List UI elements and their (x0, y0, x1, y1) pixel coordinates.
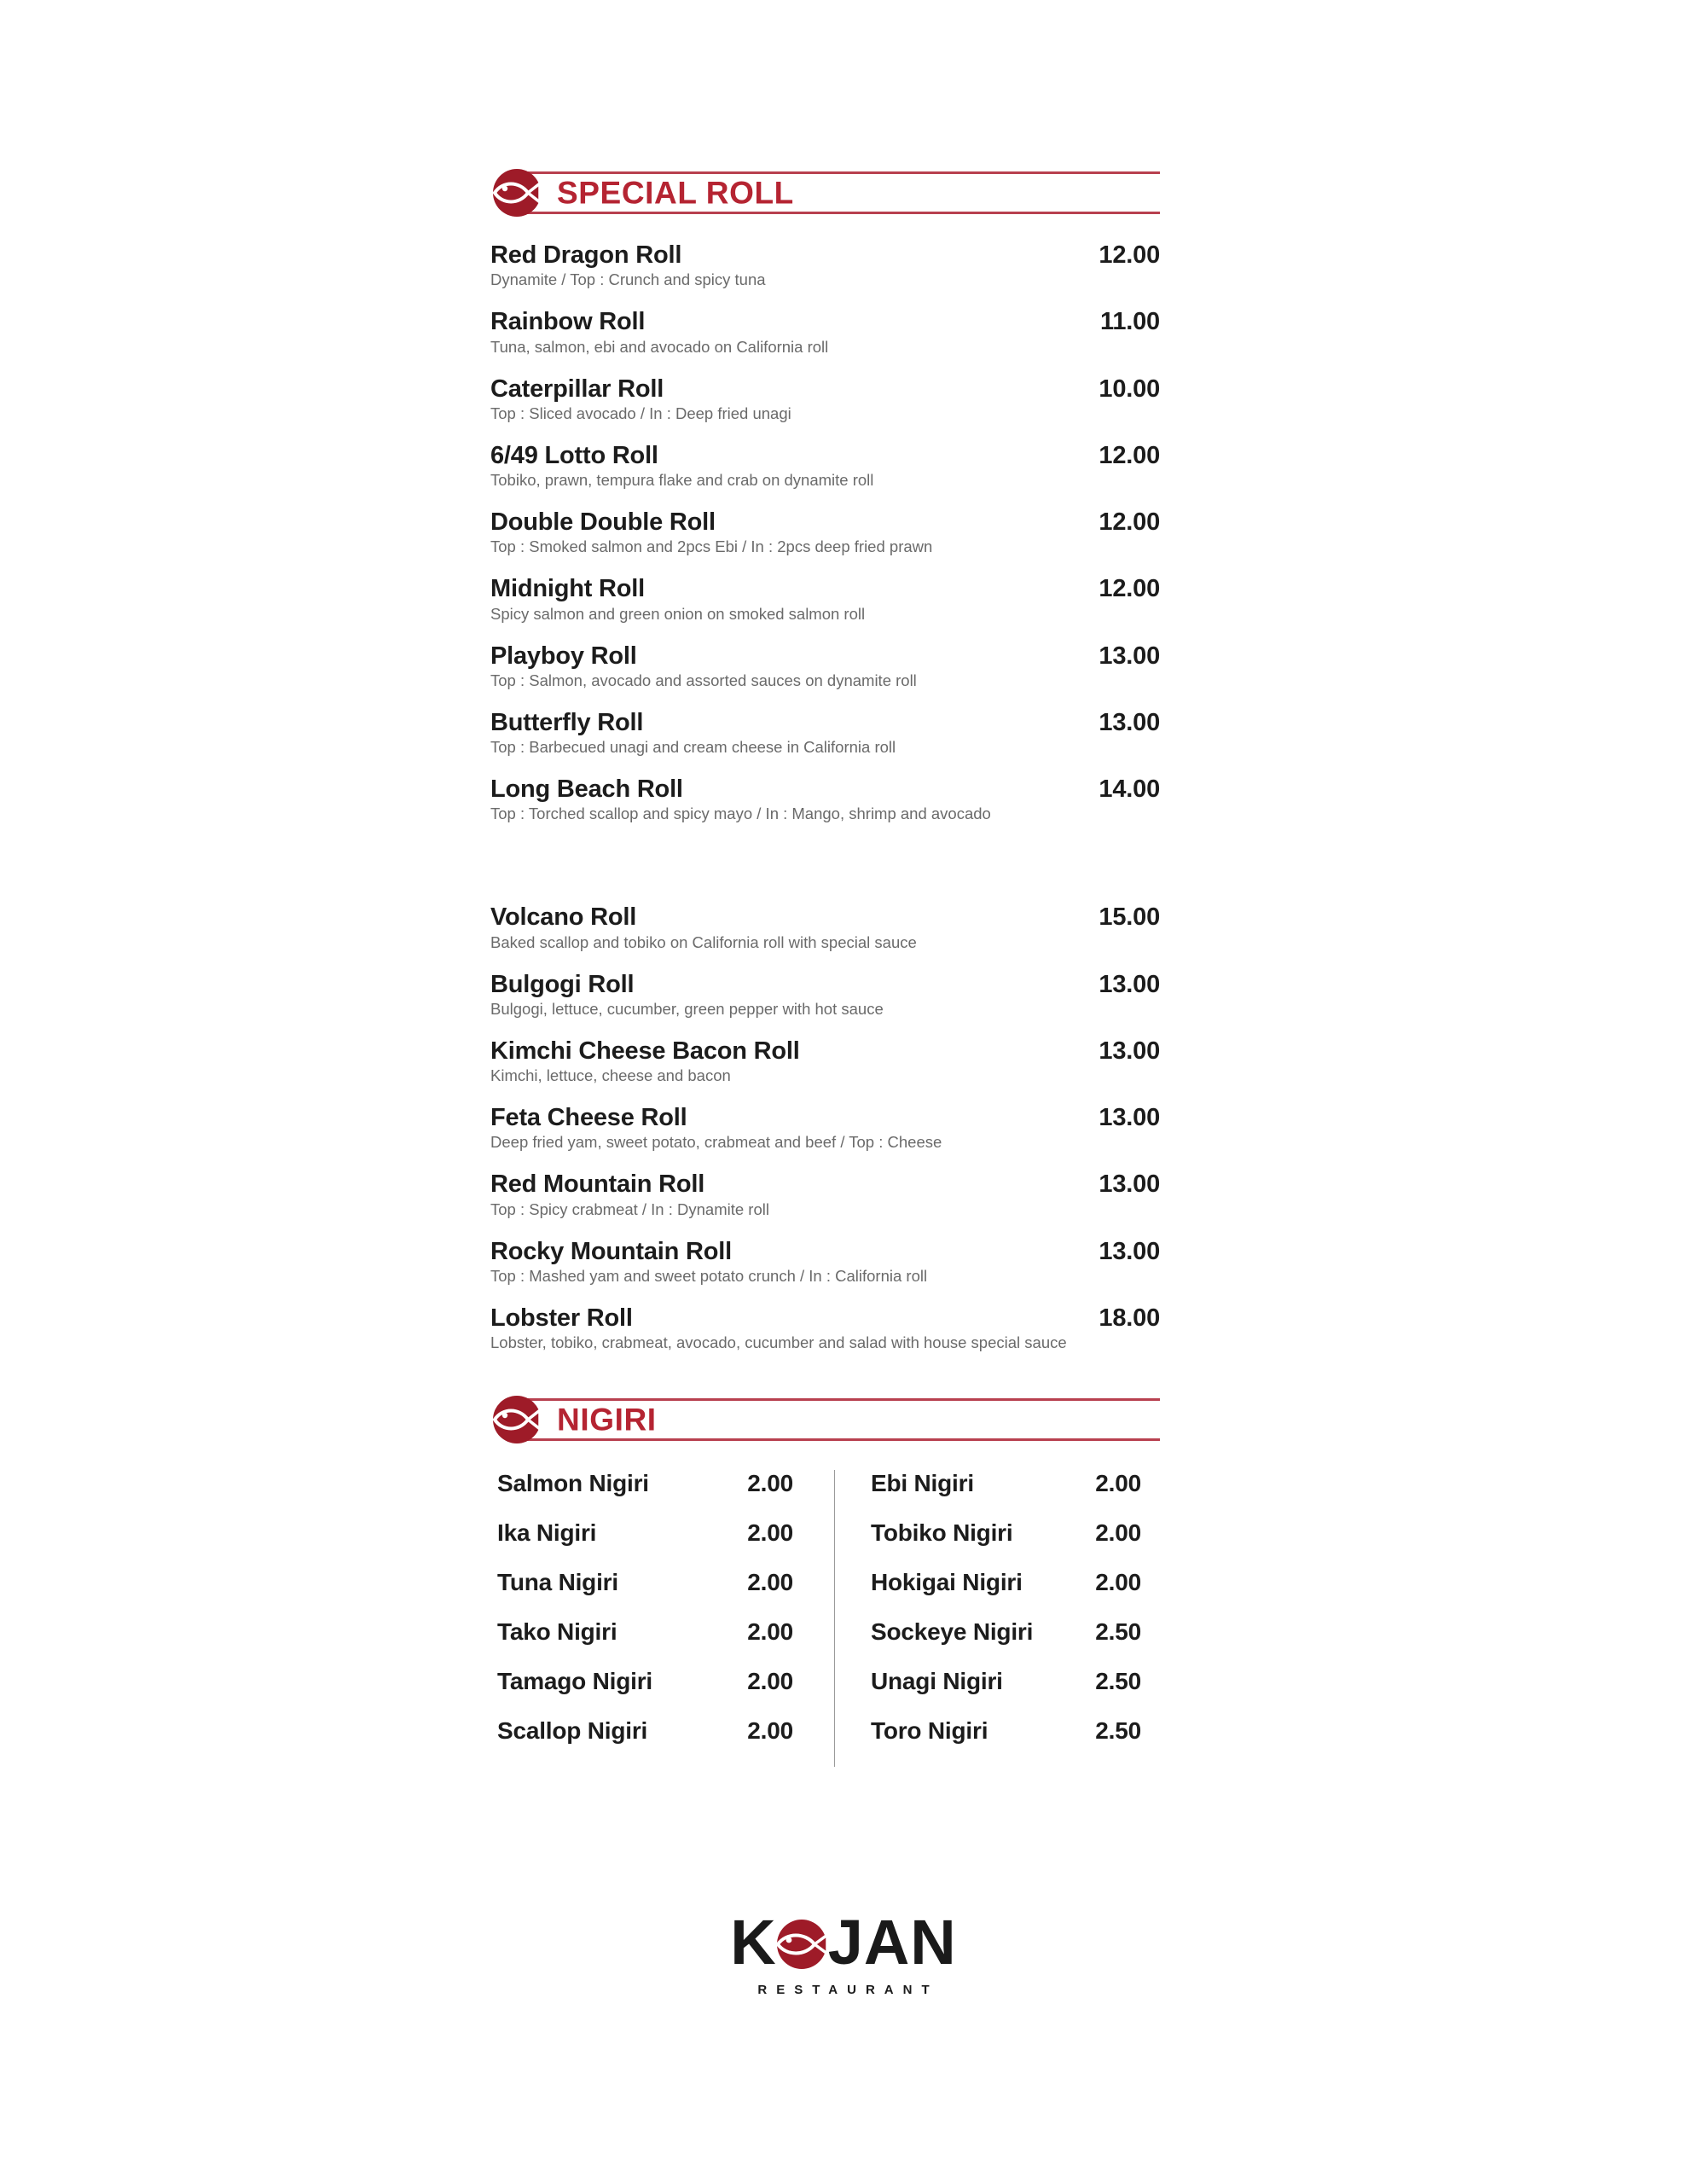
nigiri-item-price: 2.50 (1095, 1717, 1141, 1744)
nigiri-item-price: 2.00 (1095, 1519, 1141, 1546)
nigiri-item-price: 2.50 (1095, 1668, 1141, 1694)
nigiri-item[interactable] (497, 1470, 834, 1519)
menu-item-head (490, 442, 1160, 469)
menu-item-name: Red Dragon Roll (490, 241, 682, 269)
menu-item[interactable] (490, 1037, 1160, 1087)
nigiri-item-name: Ika Nigiri (497, 1519, 597, 1546)
brand-name-part2: JAN (827, 1907, 957, 1978)
special-roll-list-group-1 (490, 241, 1160, 825)
fish-circle-logo-icon (770, 1910, 833, 1973)
menu-item-description: Top : Barbecued unagi and cream cheese in California roll (490, 738, 896, 757)
menu-item-price: 13.00 (1099, 1037, 1160, 1065)
menu-item[interactable] (490, 709, 1160, 758)
menu-item[interactable] (490, 642, 1160, 692)
section-title: SPECIAL ROLL (552, 176, 806, 211)
menu-item-head (490, 1170, 1160, 1198)
nigiri-item[interactable] (835, 1569, 1167, 1618)
nigiri-item[interactable] (835, 1717, 1167, 1767)
rule-top (525, 1398, 1160, 1401)
brand-name-part1: K (730, 1907, 777, 1978)
section-title: NIGIRI (552, 1403, 669, 1438)
menu-item-description: Top : Salmon, avocado and assorted sauces on dynamite roll (490, 671, 917, 689)
menu-item-name: Bulgogi Roll (490, 970, 635, 998)
special-roll-list-group-2 (490, 903, 1160, 1354)
menu-item-head (490, 971, 1160, 998)
menu-item-price: 13.00 (1099, 970, 1160, 998)
nigiri-item-name: Scallop Nigiri (497, 1717, 648, 1744)
menu-item-description: Top : Sliced avocado / In : Deep fried unagi (490, 404, 791, 422)
nigiri-item-name: Tamago Nigiri (497, 1668, 653, 1694)
menu-item-price: 12.00 (1099, 575, 1160, 603)
menu-item[interactable] (490, 1304, 1160, 1354)
menu-item-description: Top : Smoked salmon and 2pcs Ebi / In : 2pcs deep fried prawn (490, 537, 933, 556)
nigiri-item[interactable] (497, 1668, 834, 1717)
menu-item-description: Bulgogi, lettuce, cucumber, green pepper with hot sauce (490, 999, 884, 1018)
menu-item-description: Spicy salmon and green onion on smoked salmon roll (490, 604, 866, 623)
menu-item-name: 6/49 Lotto Roll (490, 441, 658, 469)
menu-item-head (490, 1037, 1160, 1065)
menu-item-price: 13.00 (1099, 708, 1160, 736)
menu-item-head (490, 709, 1160, 736)
menu-item-name: Rainbow Roll (490, 308, 646, 336)
menu-item-name: Volcano Roll (490, 903, 637, 932)
menu-item-name: Red Mountain Roll (490, 1170, 705, 1199)
menu-item[interactable] (490, 308, 1160, 357)
nigiri-item-name: Tuna Nigiri (497, 1569, 618, 1595)
nigiri-item-name: Tobiko Nigiri (871, 1519, 1013, 1546)
section-header-special-roll (490, 166, 1160, 219)
menu-item-price: 18.00 (1099, 1304, 1160, 1332)
menu-item-description: Tobiko, prawn, tempura flake and crab on dynamite roll (490, 471, 874, 490)
menu-item-head (490, 575, 1160, 602)
fish-circle-logo-icon (490, 166, 543, 219)
nigiri-item[interactable] (835, 1519, 1167, 1569)
nigiri-item[interactable] (497, 1519, 834, 1569)
menu-item[interactable] (490, 375, 1160, 425)
nigiri-item-name: Salmon Nigiri (497, 1470, 649, 1496)
menu-item-head (490, 1104, 1160, 1131)
menu-item-name: Lobster Roll (490, 1304, 633, 1332)
menu-item-head (490, 1304, 1160, 1332)
menu-item[interactable] (490, 1104, 1160, 1153)
nigiri-item-price: 2.00 (747, 1470, 793, 1496)
menu-item[interactable] (490, 775, 1160, 825)
menu-item-name: Playboy Roll (490, 642, 637, 670)
brand-footer (0, 1907, 1687, 1997)
menu-item-head (490, 642, 1160, 670)
menu-content (490, 166, 1160, 1767)
menu-item-price: 11.00 (1100, 308, 1160, 336)
menu-item-price: 12.00 (1099, 441, 1160, 469)
menu-item[interactable] (490, 508, 1160, 558)
brand-wordmark (730, 1907, 957, 1978)
menu-item-name: Kimchi Cheese Bacon Roll (490, 1037, 800, 1065)
menu-item[interactable] (490, 1170, 1160, 1220)
section-header-nigiri (490, 1393, 1160, 1446)
menu-item-price: 12.00 (1099, 508, 1160, 536)
menu-item-name: Double Double Roll (490, 508, 716, 536)
menu-item-description: Kimchi, lettuce, cheese and bacon (490, 1066, 731, 1085)
nigiri-item-price: 2.50 (1095, 1618, 1141, 1645)
brand-subtitle: RESTAURANT (757, 1983, 939, 1997)
menu-item-name: Long Beach Roll (490, 775, 683, 803)
nigiri-section (490, 1470, 1160, 1767)
menu-item-name: Butterfly Roll (490, 708, 644, 736)
nigiri-item-price: 2.00 (747, 1618, 793, 1645)
nigiri-item[interactable] (497, 1618, 834, 1668)
menu-item[interactable] (490, 1238, 1160, 1287)
menu-item-name: Midnight Roll (490, 575, 646, 603)
menu-item-head (490, 375, 1160, 403)
menu-item-name: Feta Cheese Roll (490, 1104, 687, 1131)
menu-item-description: Deep fried yam, sweet potato, crabmeat and beef / Top : Cheese (490, 1133, 942, 1152)
menu-item-price: 13.00 (1099, 1237, 1160, 1265)
menu-item-head (490, 903, 1160, 931)
menu-item-description: Tuna, salmon, ebi and avocado on California roll (490, 337, 829, 356)
nigiri-item-name: Hokigai Nigiri (871, 1569, 1023, 1595)
nigiri-grid (497, 1470, 1160, 1767)
menu-item-description: Top : Torched scallop and spicy mayo / In : Mango, shrimp and avocado (490, 804, 991, 823)
fish-circle-logo-icon (490, 1393, 543, 1446)
menu-item-description: Lobster, tobiko, crabmeat, avocado, cucumber and salad with house special sauce (490, 1333, 1067, 1352)
menu-item-description: Baked scallop and tobiko on California roll with special sauce (490, 932, 917, 951)
menu-item-description: Dynamite / Top : Crunch and spicy tuna (490, 270, 766, 289)
nigiri-item-price: 2.00 (747, 1519, 793, 1546)
nigiri-item[interactable] (835, 1470, 1167, 1519)
menu-item[interactable] (490, 241, 1160, 291)
menu-item[interactable] (490, 903, 1160, 953)
menu-item[interactable] (490, 575, 1160, 624)
menu-item-price: 15.00 (1099, 903, 1160, 932)
menu-item-description: Top : Spicy crabmeat / In : Dynamite roll (490, 1199, 769, 1218)
menu-item-head (490, 508, 1160, 536)
menu-item[interactable] (490, 971, 1160, 1020)
nigiri-item-name: Toro Nigiri (871, 1717, 988, 1744)
menu-item-price: 10.00 (1099, 375, 1160, 403)
nigiri-item[interactable] (835, 1668, 1167, 1717)
nigiri-item-price: 2.00 (747, 1569, 793, 1595)
nigiri-item-price: 2.00 (1095, 1569, 1141, 1595)
menu-item-head (490, 241, 1160, 269)
menu-item-description: Top : Mashed yam and sweet potato crunch / In : California roll (490, 1266, 928, 1285)
nigiri-item[interactable] (497, 1569, 834, 1618)
menu-item-price: 13.00 (1099, 642, 1160, 670)
nigiri-item[interactable] (835, 1618, 1167, 1668)
nigiri-item-name: Sockeye Nigiri (871, 1618, 1034, 1645)
menu-item-head (490, 1238, 1160, 1265)
menu-item-price: 13.00 (1099, 1170, 1160, 1199)
menu-item-price: 12.00 (1099, 241, 1160, 269)
nigiri-item-price: 2.00 (747, 1668, 793, 1694)
menu-item-head (490, 775, 1160, 803)
rule-bottom (525, 212, 1160, 214)
menu-item-head (490, 308, 1160, 335)
nigiri-item-name: Unagi Nigiri (871, 1668, 1003, 1694)
rule-top (525, 171, 1160, 174)
nigiri-item-price: 2.00 (1095, 1470, 1141, 1496)
menu-item-price: 14.00 (1099, 775, 1160, 803)
nigiri-item-name: Ebi Nigiri (871, 1470, 974, 1496)
group-spacer (490, 842, 1160, 903)
menu-item-price: 13.00 (1099, 1104, 1160, 1131)
menu-item-name: Caterpillar Roll (490, 375, 664, 403)
menu-item-name: Rocky Mountain Roll (490, 1237, 732, 1265)
menu-item[interactable] (490, 442, 1160, 491)
rule-bottom (525, 1438, 1160, 1441)
nigiri-item-name: Tako Nigiri (497, 1618, 617, 1645)
nigiri-item-price: 2.00 (747, 1717, 793, 1744)
nigiri-item[interactable] (497, 1717, 834, 1767)
